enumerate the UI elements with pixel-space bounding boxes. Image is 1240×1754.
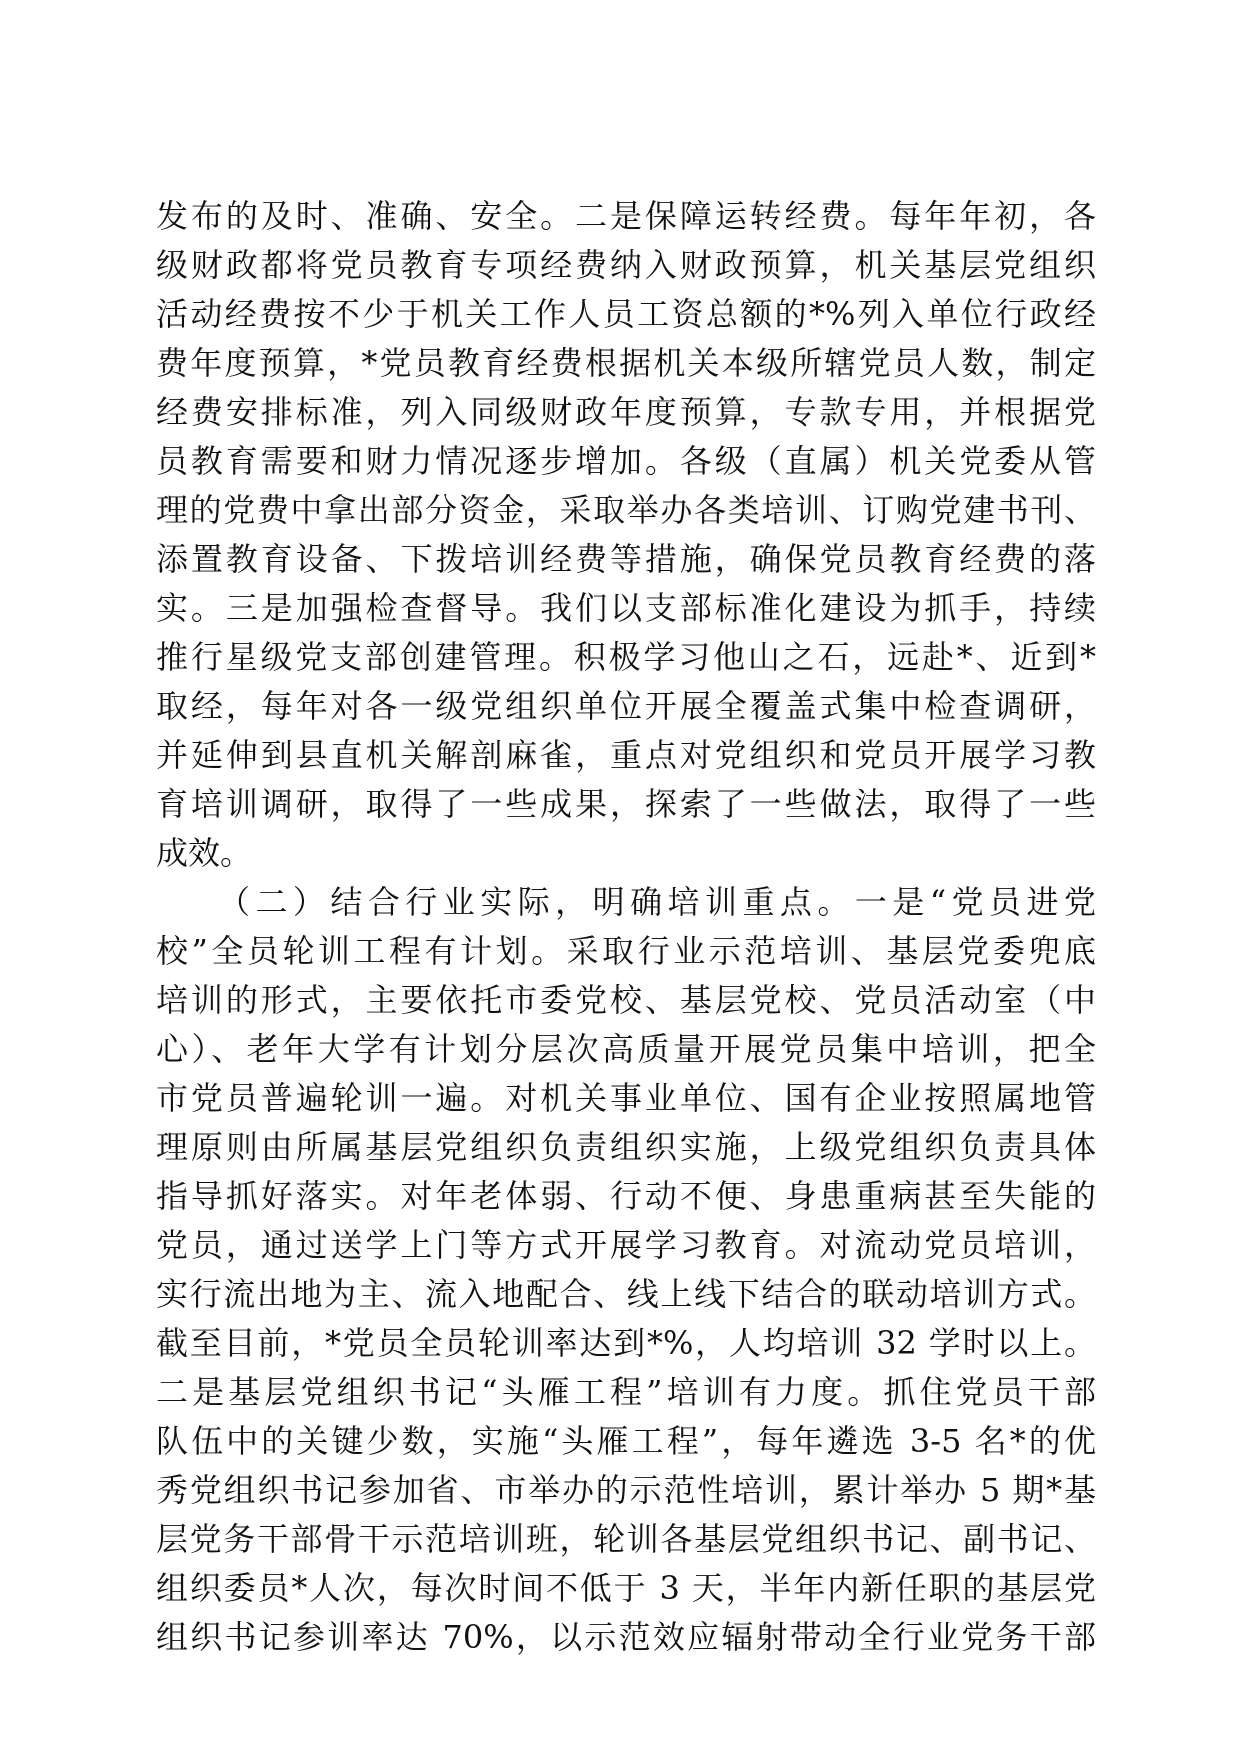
text-line: 费年度预算，*党员教育经费根据机关本级所辖党员人数，制定 xyxy=(156,344,1096,382)
text-line: 市党员普遍轮训一遍。对机关事业单位、国有企业按照属地管 xyxy=(156,1079,1096,1117)
text-line: 组织书记参训率达 70%，以示范效应辐射带动全行业党务干部 xyxy=(156,1618,1096,1656)
text-line: 二是基层党组织书记“头雁工程”培训有力度。抓住党员干部 xyxy=(156,1373,1096,1411)
text-line: 经费安排标准，列入同级财政年度预算，专款专用，并根据党 xyxy=(156,393,1096,431)
text-line: 员教育需要和财力情况逐步增加。各级（直属）机关党委从管 xyxy=(156,442,1096,480)
text-line: 指导抓好落实。对年老体弱、行动不便、身患重病甚至失能的 xyxy=(156,1177,1096,1215)
text-line: 秀党组织书记参加省、市举办的示范性培训，累计举办 5 期*基 xyxy=(156,1471,1096,1509)
text-line: 党员，通过送学上门等方式开展学习教育。对流动党员培训， xyxy=(156,1226,1096,1264)
text-line: 组织委员*人次，每次时间不低于 3 天，半年内新任职的基层党 xyxy=(156,1569,1096,1607)
text-line: 理原则由所属基层党组织负责组织实施，上级党组织负责具体 xyxy=(156,1128,1096,1166)
body-text xyxy=(156,192,1096,1662)
text-line: 育培训调研，取得了一些成果，探索了一些做法，取得了一些 xyxy=(156,785,1096,823)
text-line: 培训的形式，主要依托市委党校、基层党校、党员活动室（中 xyxy=(156,981,1096,1019)
text-line: 校”全员轮训工程有计划。采取行业示范培训、基层党委兜底 xyxy=(156,932,1096,970)
text-line: 层党务干部骨干示范培训班，轮训各基层党组织书记、副书记、 xyxy=(156,1520,1096,1558)
text-line: 心）、老年大学有计划分层次高质量开展党员集中培训，把全 xyxy=(156,1030,1096,1068)
text-line: 发布的及时、准确、安全。二是保障运转经费。每年年初，各 xyxy=(156,197,1096,235)
text-line: 级财政都将党员教育专项经费纳入财政预算，机关基层党组织 xyxy=(156,246,1096,284)
text-line: 成效。 xyxy=(156,834,253,872)
text-line: 推行星级党支部创建管理。积极学习他山之石，远赴*、近到* xyxy=(156,638,1096,676)
text-line: 理的党费中拿出部分资金，采取举办各类培训、订购党建书刊、 xyxy=(156,491,1096,529)
text-line: 添置教育设备、下拨培训经费等措施，确保党员教育经费的落 xyxy=(156,540,1096,578)
text-line: 实行流出地为主、流入地配合、线上线下结合的联动培训方式。 xyxy=(156,1275,1096,1313)
text-line: 队伍中的关键少数，实施“头雁工程”，每年遴选 3-5 名*的优 xyxy=(156,1422,1096,1460)
text-line: 取经，每年对各一级党组织单位开展全覆盖式集中检查调研， xyxy=(156,687,1096,725)
paragraph-2 xyxy=(156,878,1096,1662)
text-line: 活动经费按不少于机关工作人员工资总额的*%列入单位行政经 xyxy=(156,295,1096,333)
text-line: 实。三是加强检查督导。我们以支部标准化建设为抓手，持续 xyxy=(156,589,1096,627)
paragraph-1 xyxy=(156,192,1096,878)
text-line: （二）结合行业实际，明确培训重点。一是“党员进党 xyxy=(218,883,1096,921)
text-line: 截至目前，*党员全员轮训率达到*%，人均培训 32 学时以上。 xyxy=(156,1324,1096,1362)
text-line: 并延伸到县直机关解剖麻雀，重点对党组织和党员开展学习教 xyxy=(156,736,1096,774)
